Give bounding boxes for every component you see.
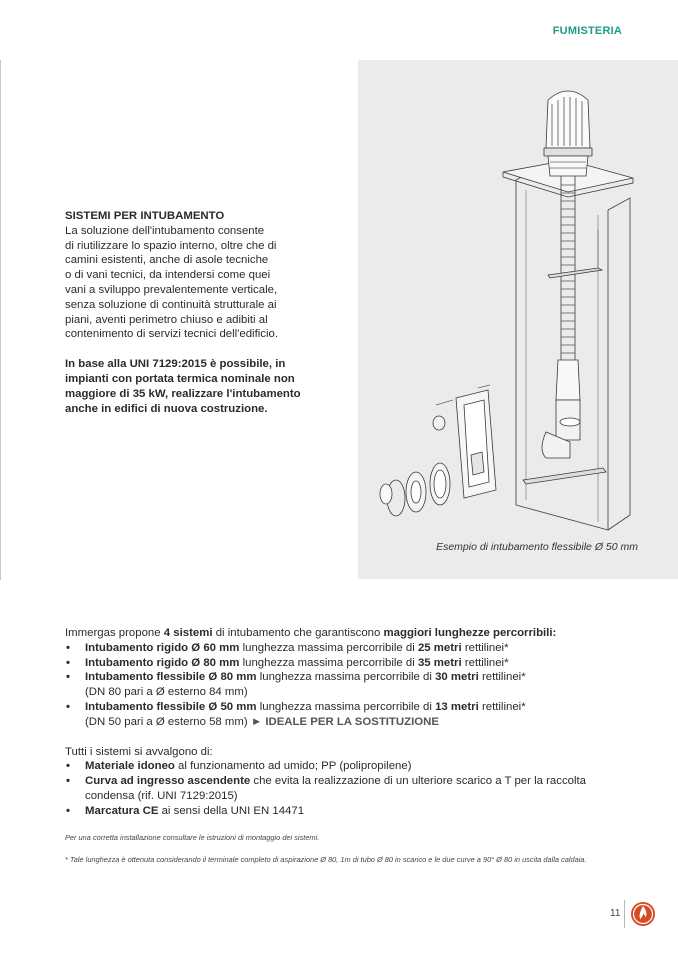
intro-heading: SISTEMI PER INTUBAMENTO: [65, 210, 225, 222]
feature-desc: al funzionamento ad umido; PP (polipropilene): [174, 760, 412, 773]
systems-intro-highlight: maggiori lunghezze percorribili:: [383, 627, 557, 639]
system-item: [65, 641, 625, 656]
system-item: [65, 656, 625, 671]
uni-note-line: anche in edifici di nuova costruzione.: [65, 402, 268, 415]
intro-block: [65, 209, 315, 416]
feature-name: Curva ad ingresso ascendente: [85, 775, 251, 788]
systems-count: 4 sistemi: [163, 627, 213, 639]
system-item: [65, 700, 625, 730]
system-desc: lunghezza massima percorribile di: [256, 700, 436, 713]
system-item: [65, 670, 625, 700]
flue-diagram-illustration: [358, 60, 678, 579]
figure-caption: Esempio di intubamento flessibile Ø 50 mm: [436, 541, 638, 553]
uni-note-line: impianti con portata termica nominale non: [65, 372, 295, 385]
system-suffix: rettilinei*: [478, 671, 526, 684]
systems-intro-text: Immergas propone: [65, 627, 164, 639]
ideal-replacement-badge: ► IDEALE PER LA SOSTITUZIONE: [250, 715, 439, 728]
intro-line: vani a sviluppo prevalentemente verticale,: [65, 283, 278, 296]
feature-item: [65, 804, 625, 819]
system-length: 30 metri: [435, 671, 479, 684]
system-desc: lunghezza massima percorribile di: [239, 656, 418, 669]
intro-line: contenimento di servizi tecnici dell'edificio.: [65, 328, 279, 341]
intro-line: La soluzione dell'intubamento consente: [65, 224, 265, 237]
system-desc: lunghezza massima percorribile di: [256, 671, 436, 684]
system-suffix: rettilinei*: [478, 700, 526, 713]
feature-name: Marcatura CE: [85, 804, 159, 817]
intro-line: o di vani tecnici, da intendersi come quei: [65, 269, 271, 282]
intro-line: di riutilizzare lo spazio interno, oltre che di: [65, 239, 277, 252]
section-title: FUMISTERIA: [552, 25, 622, 37]
system-suffix: rettilinei*: [461, 641, 509, 654]
system-name: Intubamento flessibile Ø 50 mm: [85, 700, 257, 713]
feature-desc: ai sensi della UNI EN 14471: [158, 804, 305, 817]
figure-panel: [358, 60, 678, 579]
system-desc: lunghezza massima percorribile di: [239, 641, 418, 654]
uni-note-line: In base alla UNI 7129:2015 è possibile, in: [65, 358, 286, 371]
feature-item: [65, 759, 625, 774]
footer-divider: [624, 900, 625, 928]
system-name: Intubamento rigido Ø 60 mm: [85, 641, 240, 654]
system-note: (DN 50 pari a Ø esterno 58 mm): [85, 715, 248, 728]
margin-rule: [0, 60, 1, 580]
systems-intro: [65, 626, 625, 641]
system-name: Intubamento rigido Ø 80 mm: [85, 656, 240, 669]
uni-note-line: maggiore di 35 kW, realizzare l'intubamento: [65, 387, 301, 400]
intro-line: piani, aventi perimetro chiuso e adibiti al: [65, 313, 268, 326]
systems-list: [65, 641, 625, 730]
systems-section: [65, 626, 625, 819]
flame-logo-icon: [628, 900, 658, 928]
installation-note: Per una corretta installazione consultare le istruzioni di montaggio dei sistemi.: [65, 833, 320, 842]
system-length: 25 metri: [417, 641, 462, 654]
intro-line: camini esistenti, anche di asole tecniche: [65, 254, 269, 267]
intro-line: senza soluzione di continuità strutturale ai: [65, 298, 277, 311]
features-intro: Tutti i sistemi si avvalgono di:: [65, 745, 213, 758]
system-suffix: rettilinei*: [461, 656, 509, 669]
system-name: Intubamento flessibile Ø 80 mm: [85, 671, 257, 684]
system-length: 35 metri: [417, 656, 462, 669]
page-number: 11: [610, 908, 621, 919]
footnote: * Tale lunghezza è ottenuta considerando il terminale completo di aspirazione Ø 80, 1m di tubo Ø 80 in scarico e le due curve a 90° Ø 80 in uscita dalla caldaia.: [65, 855, 587, 864]
feature-desc-cont: condensa (rif. UNI 7129:2015): [85, 789, 238, 802]
feature-item: [65, 774, 625, 804]
systems-intro-text: di intubamento che garantiscono: [212, 627, 384, 639]
system-note: (DN 80 pari a Ø esterno 84 mm): [85, 686, 248, 699]
feature-desc: che evita la realizzazione di un ulteriore scarico a T per la raccolta: [250, 775, 587, 788]
system-length: 13 metri: [435, 700, 479, 713]
notes-block: [65, 833, 625, 877]
features-list: [65, 759, 625, 818]
feature-name: Materiale idoneo: [85, 760, 175, 773]
